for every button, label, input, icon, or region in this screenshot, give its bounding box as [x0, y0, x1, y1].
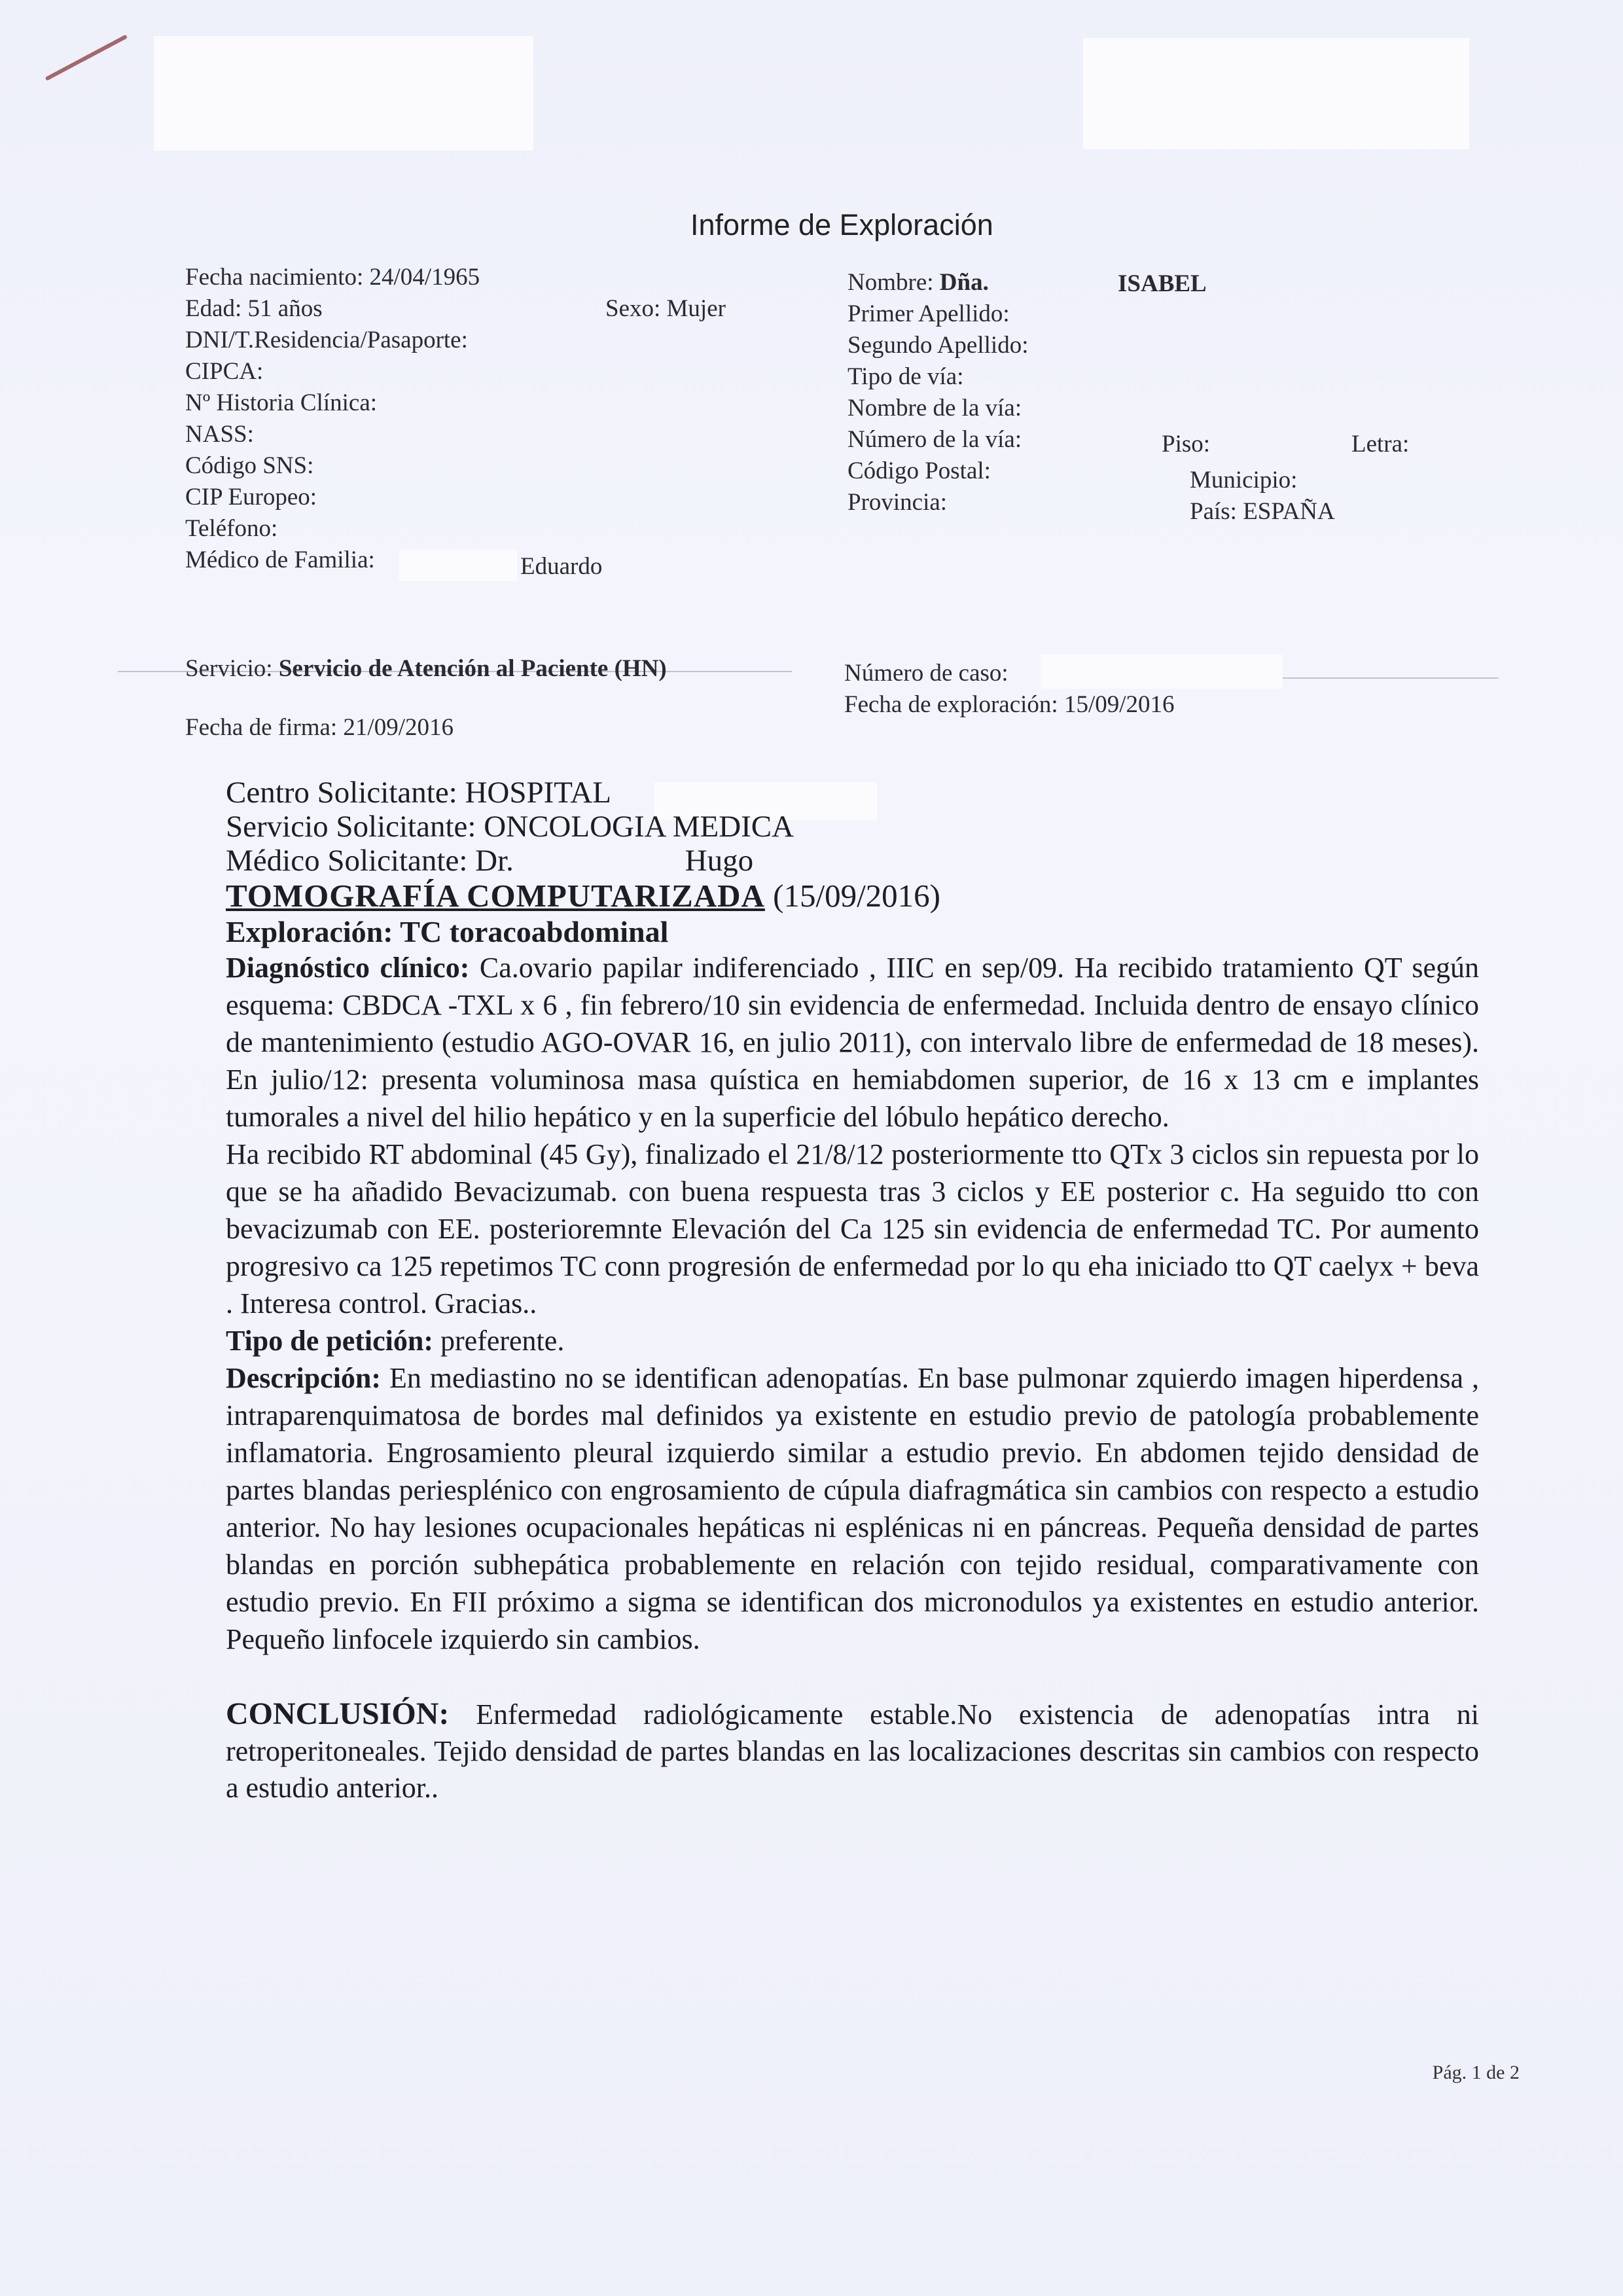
requesting-doctor-label: Médico Solicitante: Dr.: [226, 844, 514, 878]
road-name: Nombre de la vía:: [847, 395, 1022, 422]
service-value: Servicio de Atención al Paciente (HN): [278, 655, 667, 682]
redacted-case-number: [1041, 655, 1283, 689]
floor: Piso:: [1162, 431, 1211, 457]
age: Edad: 51 años: [185, 295, 323, 322]
redacted-logo-left: [154, 36, 533, 151]
family-doctor-name: Eduardo: [520, 553, 603, 580]
exam-date: (15/09/2016): [773, 878, 941, 914]
family-doctor-label: Médico de Familia:: [185, 547, 375, 573]
country: País: ESPAÑA: [1190, 498, 1335, 525]
patient-info-right: [847, 267, 1028, 518]
postal-code: Código Postal:: [847, 457, 991, 484]
nass: NASS:: [185, 421, 254, 448]
redacted-logo-right: [1083, 38, 1469, 149]
first-surname: Primer Apellido:: [847, 300, 1010, 327]
name-prefix: Dña.: [939, 269, 989, 296]
cip-europeo: CIP Europeo:: [185, 484, 317, 511]
signature-date: Fecha de firma: 21/09/2016: [185, 714, 454, 741]
conclusion-text: Enfermedad radiológicamente estable.No existencia de adenopatías intra ni retroperitoneales. Tejido densidad de partes blandas en las localizaciones descritas sin cambios con respecto a estudio anterior..: [226, 1698, 1480, 1804]
requesting-service: Servicio Solicitante: ONCOLOGIA MEDICA: [226, 810, 794, 844]
exploration-title: Exploración: TC toracoabdominal: [226, 915, 669, 948]
sex: Sexo: Mujer: [605, 295, 726, 322]
province: Provincia:: [847, 489, 948, 516]
phone: Teléfono:: [185, 515, 278, 542]
exam-heading: [226, 878, 1479, 914]
exam-type: TOMOGRAFÍA COMPUTARIZADA: [226, 878, 765, 914]
conclusion: [226, 1696, 1479, 1806]
request-type-value: preferente.: [440, 1325, 565, 1357]
second-surname: Segundo Apellido:: [847, 332, 1029, 359]
fold-line: [1283, 677, 1499, 679]
diagnosis-label: Diagnóstico clínico:: [226, 952, 470, 984]
id-document: DNI/T.Residencia/Pasaporte:: [185, 327, 468, 353]
clinical-history: Nº Historia Clínica:: [185, 389, 378, 416]
treatment-history: Ha recibido RT abdominal (45 Gy), finalizado el 21/8/12 posteriormente tto QTx 3 ciclos sin repuesta por lo que se ha añadido Bevacizumab. con buena respuesta tras 3 ciclos y EE posterior c. Ha seguido tto con bevacizumab con EE. posterioremnte Elevación del Ca 125 sin evidencia de enfermedad TC. Por aumento progresivo ca 125 repetimos TC conn progresión de enfermedad por lo qu eha iniciado tto QT caelyx + beva . Interesa control. Gracias..: [226, 1138, 1479, 1319]
clinical-diagnosis: [226, 949, 1479, 1136]
request-type: [226, 1322, 1479, 1359]
description-label: Descripción:: [226, 1362, 382, 1394]
name-label: Nombre:: [847, 269, 934, 296]
municipality: Municipio:: [1190, 467, 1298, 493]
letter: Letra:: [1351, 431, 1410, 457]
service-row: [185, 653, 667, 685]
road-type: Tipo de vía:: [847, 363, 964, 390]
requesting-center: Centro Solicitante: HOSPITAL: [226, 776, 611, 810]
name-row: [847, 267, 1028, 298]
patient-first-name: ISABEL: [1118, 270, 1207, 297]
request-type-label: Tipo de petición:: [226, 1325, 434, 1357]
case-number: Número de caso:: [844, 660, 1008, 687]
document-title: Informe de Exploración: [690, 208, 993, 242]
road-number: Número de la vía:: [847, 426, 1022, 453]
cipca: CIPCA:: [185, 358, 264, 385]
requesting-doctor-name: Hugo: [685, 844, 754, 878]
description: [226, 1359, 1479, 1658]
diagnosis-text: Ca.ovario papilar indiferenciado , IIIC en sep/09. Ha recibido tratamiento QT según esquema: CBDCA -TXL x 6 , fin febrero/10 sin evidencia de enfermedad. Incluida dentro de ensayo clínico de mantenimiento (estudio AGO-OVAR 16, en julio 2011), con intervalo libre de enfermedad de 18 meses). En julio/12: presenta voluminosa masa quística en hemiabdomen superior, de 16 x 13 cm e implantes tumorales a nivel del hilio hepático y en la superficie del lóbulo hepático derecho.: [226, 952, 1480, 1133]
sns-code: Código SNS:: [185, 452, 314, 479]
description-text: En mediastino no se identifican adenopatías. En base pulmonar zquierdo imagen hiperdensa , intraparenquimatosa de bordes mal definidos ya existente en estudio previo de patología probablemente inflamatoria. Engrosamiento pleural izquierdo similar a estudio previo. En abdomen tejido densidad de partes blandas periesplénico con engrosamiento de cúpula diafragmática sin cambios con respecto a estudio anterior. No hay lesiones ocupacionales hepáticas ni esplénicas ni en páncreas. Pequeña densidad de partes blandas en porción subhepática probablemente en relación con tejido residual, comparativamente con estudio previo. En FII próximo a sigma se identifican dos micronodulos ya existentes en estudio anterior. Pequeño linfocele izquierdo sin cambios.: [226, 1362, 1479, 1655]
conclusion-label: CONCLUSIÓN:: [226, 1696, 450, 1731]
page-number: Pág. 1 de 2: [1432, 2062, 1520, 2083]
report-body: [226, 776, 1479, 1806]
birth-date: Fecha nacimiento: 24/04/1965: [185, 264, 480, 291]
service-label: Servicio:: [185, 655, 273, 682]
patient-info-left: [185, 262, 480, 576]
requesting-doctor: [226, 844, 1479, 878]
exploration-date: Fecha de exploración: 15/09/2016: [844, 691, 1175, 718]
